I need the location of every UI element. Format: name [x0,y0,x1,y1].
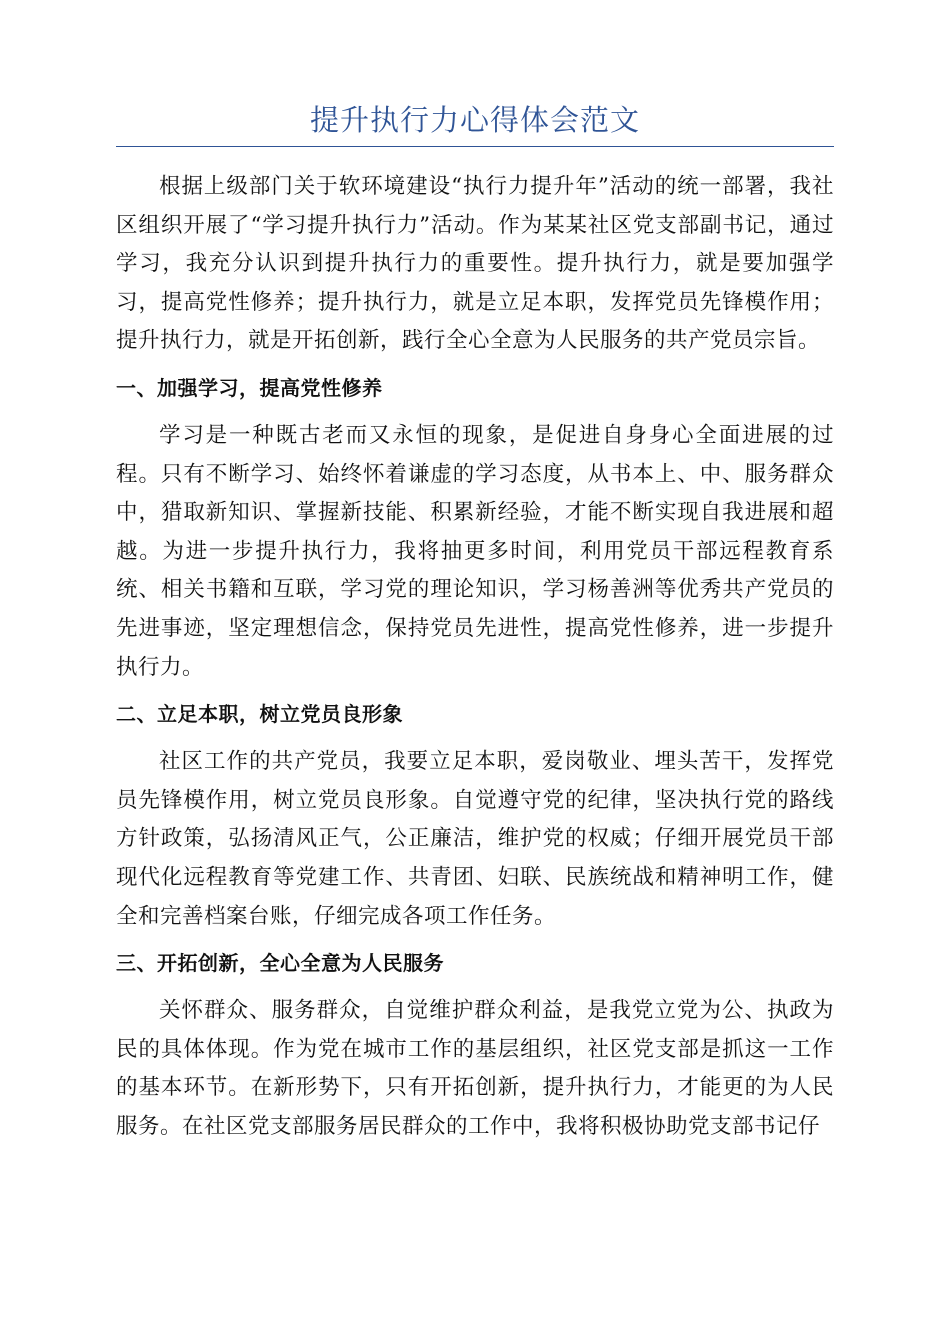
section-heading: 一、加强学习，提高党性修养 [116,375,383,400]
document-title: 提升执行力心得体会范文 [116,100,834,147]
document-page [116,100,834,1146]
section-heading: 二、立足本职，树立党员良形象 [116,702,403,727]
section-body: 社区工作的共产党员，我要立足本职，爱岗敬业、埋头苦干，发挥党员先锋模作用，树立党员良形象。自觉遵守党的纪律，坚决执行党的路线方针政策，弘扬清风正气，公正廉洁，维护党的权威；仔细开展党员干部现代化远程教育等党建工作、共青团、妇联、民族统战和精神明工作，健全和完善档案台账，仔细完成各项工作任务。 [116,749,834,929]
section-body: 学习是一种既古老而又永恒的现象，是促进自身身心全面进展的过程。只有不断学习、始终怀着谦虚的学习态度，从书本上、中、服务群众中，猎取新知识、掌握新技能、积累新经验，才能不断实现自我进展和超越。为进一步提升执行力，我将抽更多时间，利用党员干部远程教育系统、相关书籍和互联，学习党的理论知识，学习杨善洲等优秀共产党员的先进事迹，坚定理想信念，保持党员先进性，提高党性修养，进一步提升执行力。 [116,422,834,680]
intro-paragraph: 根据上级部门关于软环境建设“执行力提升年”活动的统一部署，我社区组织开展了“学习提升执行力”活动。作为某某社区党支部副书记，通过学习，我充分认识到提升执行力的重要性。提升执行力，就是要加强学习，提高党性修养；提升执行力，就是立足本职，发挥党员先锋模作用；提升执行力，就是开拓创新，践行全心全意为人民服务的共产党员宗旨。 [116,174,834,354]
section-heading: 三、开拓创新，全心全意为人民服务 [116,951,444,976]
section-body: 关怀群众、服务群众，自觉维护群众利益，是我党立党为公、执政为民的具体体现。作为党在城市工作的基层组织，社区党支部是抓这一工作的基本环节。在新形势下，只有开拓创新，提升执行力，才能更的为人民服务。在社区党支部服务居民群众的工作中，我将积极协助党支部书记仔 [116,998,834,1139]
